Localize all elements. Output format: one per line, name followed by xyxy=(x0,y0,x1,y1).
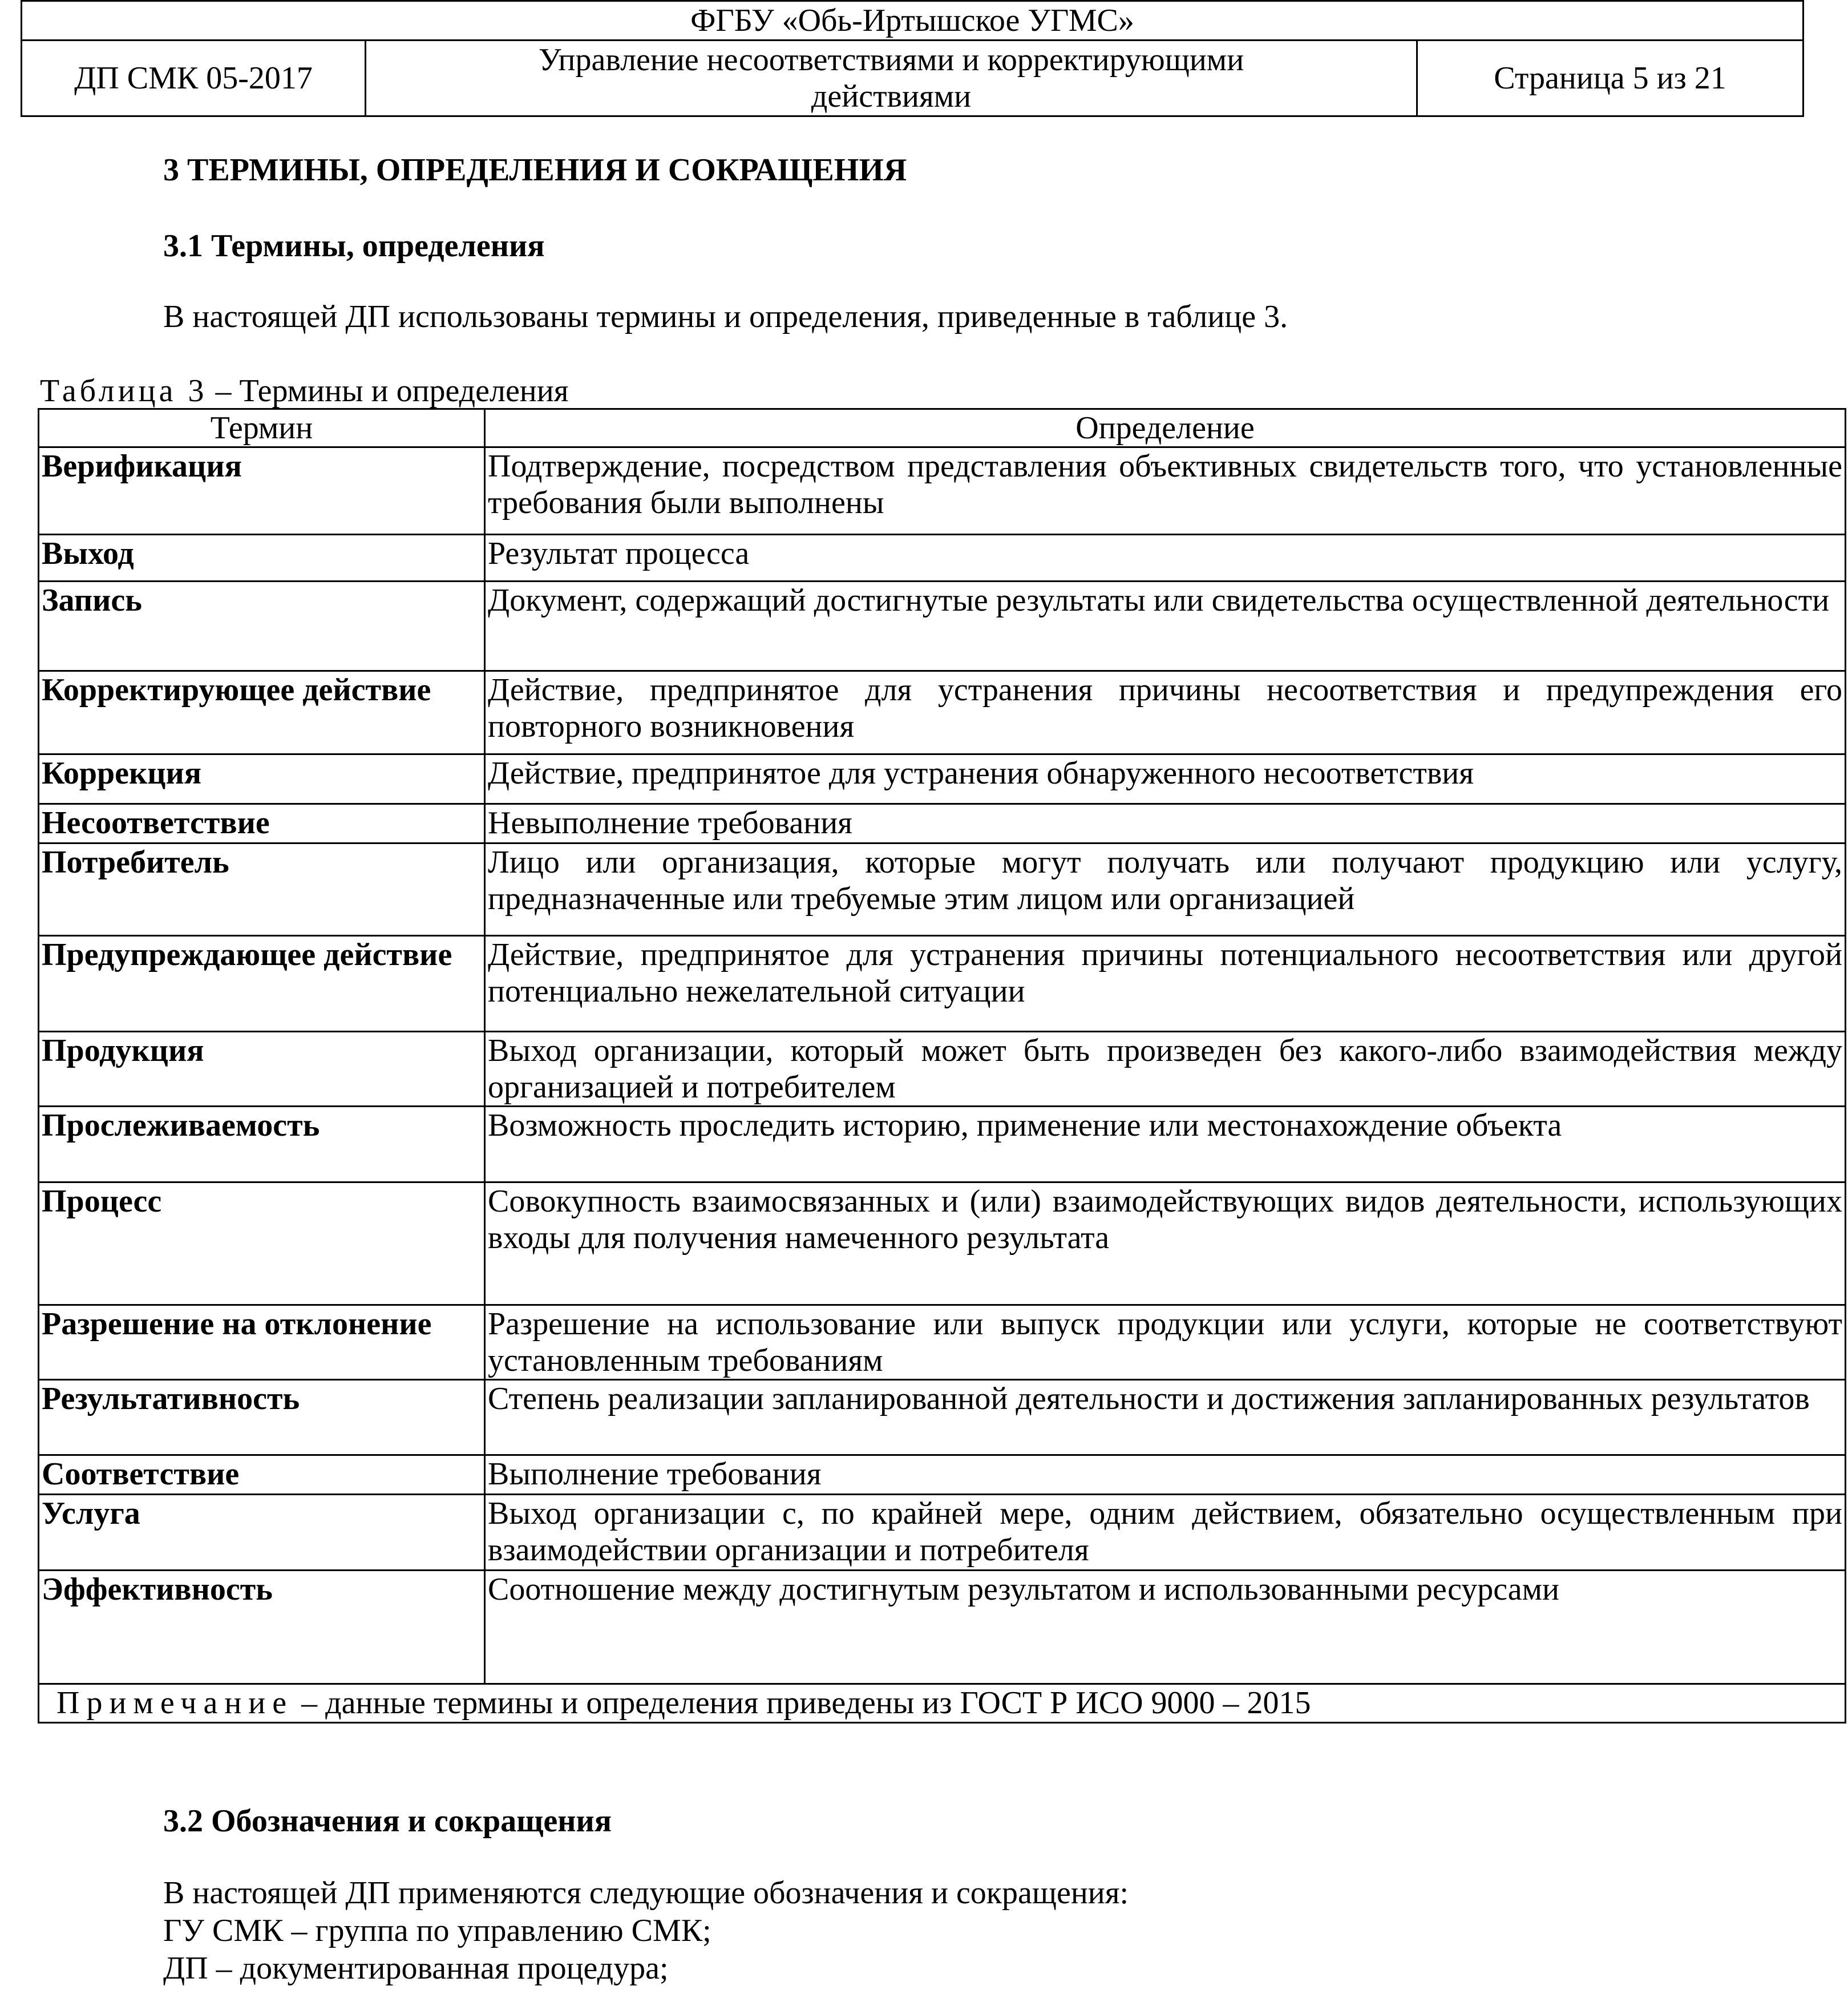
term-cell: Разрешение на отклонение xyxy=(39,1305,485,1380)
definition-cell: Невыполнение требования xyxy=(485,804,1846,843)
header-page-number: Страница 5 из 21 xyxy=(1417,41,1803,116)
table-row xyxy=(39,843,1846,936)
table-row xyxy=(39,754,1846,804)
subsection-title-terms: 3.1 Термины, определения xyxy=(163,228,545,264)
table-row xyxy=(39,447,1846,535)
section-title: 3 ТЕРМИНЫ, ОПРЕДЕЛЕНИЯ И СОКРАЩЕНИЯ xyxy=(163,152,907,188)
definition-cell: Документ, содержащий достигнутые результаты или свидетельства осуществленной деятельности xyxy=(485,582,1846,671)
document-header xyxy=(21,0,1804,117)
table-row xyxy=(39,671,1846,754)
term-cell: Результативность xyxy=(39,1380,485,1455)
abbreviation-item: ГУ СМК – группа по управлению СМК; xyxy=(163,1913,711,1948)
definition-cell: Лицо или организация, которые могут получать или получают продукцию или услугу, предназначенные или требуемые этим лицом или организацией xyxy=(485,843,1846,936)
term-cell: Верификация xyxy=(39,447,485,535)
definition-cell: Возможность проследить историю, применение или местонахождение объекта xyxy=(485,1107,1846,1182)
table-note-text: – данные термины и определения приведены из ГОСТ Р ИСО 9000 – 2015 xyxy=(293,1685,1311,1721)
table-row xyxy=(39,804,1846,843)
abbreviation-item: ДП – документированная процедура; xyxy=(163,1951,669,1986)
definition-cell: Действие, предпринятое для устранения причины несоответствия и предупреждения его повторного возникновения xyxy=(485,671,1846,754)
definition-cell: Совокупность взаимосвязанных и (или) взаимодействующих видов деятельности, использующих входы для получения намеченного результата xyxy=(485,1182,1846,1305)
column-header-definition: Определение xyxy=(485,409,1846,447)
subsection-intro: В настоящей ДП использованы термины и определения, приведенные в таблице 3. xyxy=(163,299,1288,334)
term-cell: Продукция xyxy=(39,1032,485,1107)
table-row xyxy=(39,936,1846,1032)
term-cell: Выход xyxy=(39,535,485,582)
header-doc-title-line2: действиями xyxy=(811,79,972,114)
column-header-term: Термин xyxy=(39,409,485,447)
term-cell: Прослеживаемость xyxy=(39,1107,485,1182)
definition-cell: Выполнение требования xyxy=(485,1455,1846,1495)
term-cell: Несоответствие xyxy=(39,804,485,843)
term-cell: Предупреждающее действие xyxy=(39,936,485,1032)
definition-cell: Действие, предпринятое для устранения причины потенциального несоответствия или другой потенциально нежелательной ситуации xyxy=(485,936,1846,1032)
table-row xyxy=(39,1495,1846,1571)
term-cell: Коррекция xyxy=(39,754,485,804)
table-row xyxy=(39,1107,1846,1182)
definition-cell: Соотношение между достигнутым результатом и использованными ресурсами xyxy=(485,1571,1846,1684)
table-caption xyxy=(40,372,569,410)
term-cell: Эффективность xyxy=(39,1571,485,1684)
term-cell: Запись xyxy=(39,582,485,671)
term-cell: Процесс xyxy=(39,1182,485,1305)
definition-cell: Подтверждение, посредством представления объективных свидетельств того, что установленные требования были выполнены xyxy=(485,447,1846,535)
table-row xyxy=(39,1182,1846,1305)
table-note-label: Примечание xyxy=(56,1685,294,1721)
term-cell: Потребитель xyxy=(39,843,485,936)
table-row xyxy=(39,1305,1846,1380)
header-doc-title-line1: Управление несоответствиями и корректирующими xyxy=(538,42,1244,78)
definition-cell: Разрешение на использование или выпуск продукции или услуги, которые не соответствуют установленным требованиям xyxy=(485,1305,1846,1380)
table-row xyxy=(39,535,1846,582)
definition-cell: Действие, предпринятое для устранения обнаруженного несоответствия xyxy=(485,754,1846,804)
table-row xyxy=(39,1455,1846,1495)
table-note xyxy=(39,1684,1846,1723)
table-row xyxy=(39,582,1846,671)
definition-cell: Результат процесса xyxy=(485,535,1846,582)
header-organization: ФГБУ «Обь-Иртышское УГМС» xyxy=(22,1,1803,41)
definition-cell: Выход организации с, по крайней мере, одним действием, обязательно осуществленным при взаимодействии организации и потребителя xyxy=(485,1495,1846,1571)
table-caption-text: – Термины и определения xyxy=(207,373,569,409)
term-cell: Услуга xyxy=(39,1495,485,1571)
terms-table xyxy=(38,408,1846,1723)
table-caption-label: Таблица 3 xyxy=(40,373,208,409)
table-row xyxy=(39,1571,1846,1684)
definition-cell: Степень реализации запланированной деятельности и достижения запланированных результатов xyxy=(485,1380,1846,1455)
abbreviations-intro: В настоящей ДП применяются следующие обозначения и сокращения: xyxy=(163,1875,1129,1911)
subsection-title-abbreviations: 3.2 Обозначения и сокращения xyxy=(163,1803,612,1839)
table-row xyxy=(39,1380,1846,1455)
header-doc-title xyxy=(366,41,1417,116)
table-row xyxy=(39,1032,1846,1107)
header-doc-code: ДП СМК 05-2017 xyxy=(22,41,366,116)
term-cell: Корректирующее действие xyxy=(39,671,485,754)
term-cell: Соответствие xyxy=(39,1455,485,1495)
definition-cell: Выход организации, который может быть произведен без какого-либо взаимодействия между организацией и потребителем xyxy=(485,1032,1846,1107)
